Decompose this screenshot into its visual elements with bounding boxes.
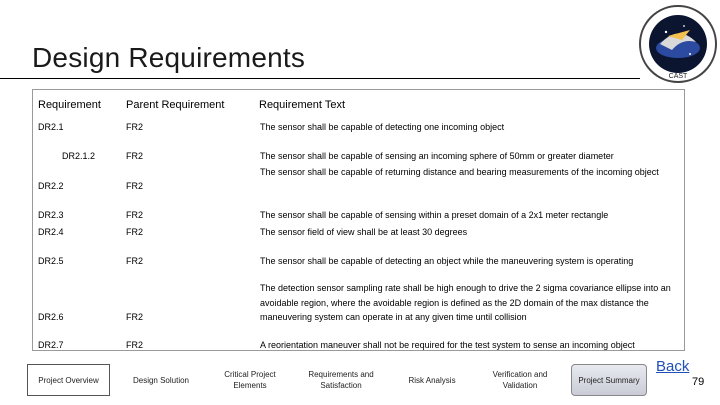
table-row-text: The sensor field of view shall be at least 30 degrees xyxy=(260,227,468,237)
nav-project-summary[interactable]: Project Summary xyxy=(571,364,647,396)
table-row-parent: FR2 xyxy=(126,340,144,350)
column-header-requirement: Requirement xyxy=(38,99,101,111)
nav-risk-analysis[interactable]: Risk Analysis xyxy=(408,375,456,385)
table-row-req: DR2.5 xyxy=(38,256,64,266)
table-row-req: DR2.1 xyxy=(38,122,64,132)
table-row-text: The sensor shall be capable of sensing within a preset domain of a 2x1 meter rectangle xyxy=(260,210,609,220)
nav-critical-project-elements[interactable]: Critical Project Elements xyxy=(224,370,276,390)
title-divider xyxy=(0,78,640,79)
table-row-text: The sensor shall be capable of detecting an object while the maneuvering system is operating xyxy=(260,256,634,266)
nav-requirements-satisfaction[interactable]: Requirements and Satisfaction xyxy=(308,370,374,390)
slide-title: Design Requirements xyxy=(32,42,306,73)
table-row-text: The sensor shall be capable of returning distance and bearing measurements of the incoming object xyxy=(260,167,659,177)
nav-design-solution[interactable]: Design Solution xyxy=(132,375,190,385)
table-row-parent: FR2 xyxy=(126,181,144,191)
table-row-parent: FR2 xyxy=(126,256,144,266)
back-link[interactable]: Back xyxy=(656,358,690,375)
page-number: 79 xyxy=(692,376,705,388)
table-row-text: The sensor shall be capable of detecting one incoming object xyxy=(260,122,505,132)
table-row-parent: FR2 xyxy=(126,151,144,161)
table-row-text: A reorientation maneuver shall not be required for the test system to sense an incoming object xyxy=(260,340,635,350)
nav-verification-validation[interactable]: Verification and Validation xyxy=(492,370,548,390)
cast-mission-patch-icon xyxy=(638,4,718,84)
table-row-req: DR2.7 xyxy=(38,340,64,350)
table-row-text: The sensor shall be capable of sensing an incoming sphere of 50mm or greater diameter xyxy=(260,151,614,161)
table-row-parent: FR2 xyxy=(126,210,144,220)
table-row-parent: FR2 xyxy=(126,227,144,237)
table-row-req: DR2.1.2 xyxy=(62,151,96,161)
table-row-req: DR2.2 xyxy=(38,181,64,191)
table-row-parent: FR2 xyxy=(126,312,144,322)
nav-project-overview[interactable]: Project Overview xyxy=(27,364,110,396)
logo-text: CAST xyxy=(668,73,688,80)
table-row-req: DR2.6 xyxy=(38,312,64,322)
table-row-req: DR2.3 xyxy=(38,210,64,220)
table-row-parent: FR2 xyxy=(126,122,144,132)
table-row-text: The detection sensor sampling rate shall be high enough to drive the 2 sigma covariance ellipse into an avoidable region, where the avoidable region is defined as the 2D domain of the max distance the maneuvering system can operate in at any given time until collision xyxy=(260,283,671,322)
column-header-parent: Parent Requirement xyxy=(126,99,225,111)
table-row-req: DR2.4 xyxy=(38,227,64,237)
column-header-text: Requirement Text xyxy=(259,99,346,111)
